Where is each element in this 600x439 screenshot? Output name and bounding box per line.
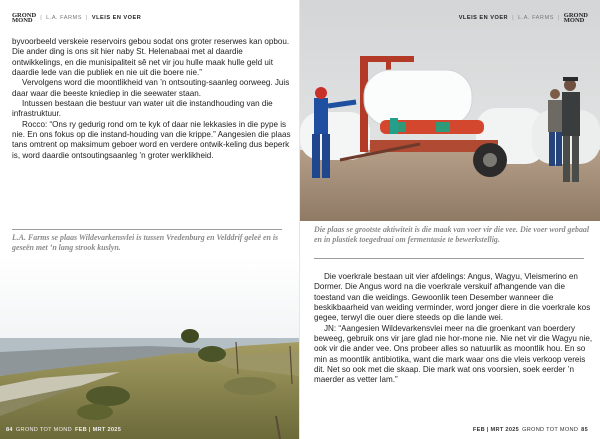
magazine-logo: GROND MOND — [563, 11, 588, 24]
paragraph: Rocco: “Ons ry gedurig rond om te kyk of daar nie lekkasies in die pype is nie. En ons fokus op die instand-houding van die krippe.” Aangesien die plaas tans omtrent op maksimum geboer word en verdere ontwik-keling dus beperk is, word daardie ontsoutingsaanleg ’n groter werklikheid. — [12, 119, 291, 160]
header-separator: | — [557, 15, 560, 21]
caption-divider — [314, 258, 584, 259]
header-separator: | — [512, 15, 515, 21]
paragraph: Vervolgens word die moontlikheid van ’n ontsouting-saanleg oorweeg. Juis daar waar die beeste kniediep in die seewater staan. — [12, 78, 290, 98]
coastline-photo — [0, 256, 300, 439]
header-publisher: L.A. FARMS — [518, 15, 554, 21]
footer-issue: FEB | MRT 2025 — [472, 427, 520, 433]
header-separator: | — [85, 15, 88, 21]
page-number: 84 — [6, 427, 13, 433]
paragraph: Die voerkrale bestaan uit vier afdelings: Angus, Wagyu, Vleismerino en Dormer. Die Angus word na die voerkrale verskuif afhangende van die toestand van die weidings. Gewoonlik teen Desember wanneer die beskikbaarheid van weiding verminder, word jonger diere in die voerkrale kos gegee, terwyl die ouer diere steeds op die lande wei. — [314, 272, 591, 323]
right-page — [300, 0, 600, 439]
caption-divider — [12, 229, 282, 230]
paragraph: byvoorbeeld verskeie reservoirs gebou sodat ons groter reserwes kan opbou. Die ander ding is ons sit hier naby St. Helenabaai met al daardie ontwikkelings, en die munisipaliteit sê net vir jou hulle maak hulle geld uit daardie lede van die publiek en nie uit die boere nie.” — [12, 37, 290, 78]
header-section: VLEIS EN VOER — [458, 15, 509, 21]
photo-caption: Die plaas se grootste aktiwiteit is die maak van voer vir die vee. Die voer word gebaal en in plastiek toegedraai om fermentasie te bewerkstellig. — [314, 225, 590, 245]
running-header — [12, 12, 141, 24]
paragraph: Intussen bestaan die bestuur van water uit die instandhouding van die infrastruktuur. — [12, 99, 273, 119]
page-footer — [473, 427, 588, 433]
photo-caption: L.A. Farms se plaas Wildevarkensvlei is tussen Vredenburg en Velddrif geleë en is geseën met ’n lang strook kuslyn. — [12, 233, 279, 253]
footer-magazine: GROND TOT MOND — [522, 427, 579, 433]
footer-issue: FEB | MRT 2025 — [74, 427, 122, 433]
page-number: 85 — [581, 427, 588, 433]
article-body — [314, 272, 594, 386]
magazine-logo: GROND MOND — [12, 11, 37, 24]
header-section: VLEIS EN VOER — [91, 15, 142, 21]
footer-magazine: GROND TOT MOND — [15, 427, 72, 433]
article-body — [12, 37, 292, 161]
paragraph: JN: “Aangesien Wildevarkensvlei meer na die groenkant van boerdery beweeg, gebruik ons vir jare glad nie hor-mone nie. Nie net vir die Wagyu nie, ook vir die ander vee. Ons probeer alles so natuurlik as moontlik hou. En so min as moontlik antibiotika, want die mark waar ons die vleis verkoop vereis dit. Net so ook met die skaap. Die mark wat ons voorsien, soek eerder ’n maerder as vetter lam.” — [314, 323, 593, 385]
header-publisher: L.A. FARMS — [46, 15, 82, 21]
header-separator: | — [40, 15, 43, 21]
running-header — [459, 12, 588, 24]
bale-wrapping-photo — [300, 0, 600, 221]
page-footer — [6, 427, 121, 433]
